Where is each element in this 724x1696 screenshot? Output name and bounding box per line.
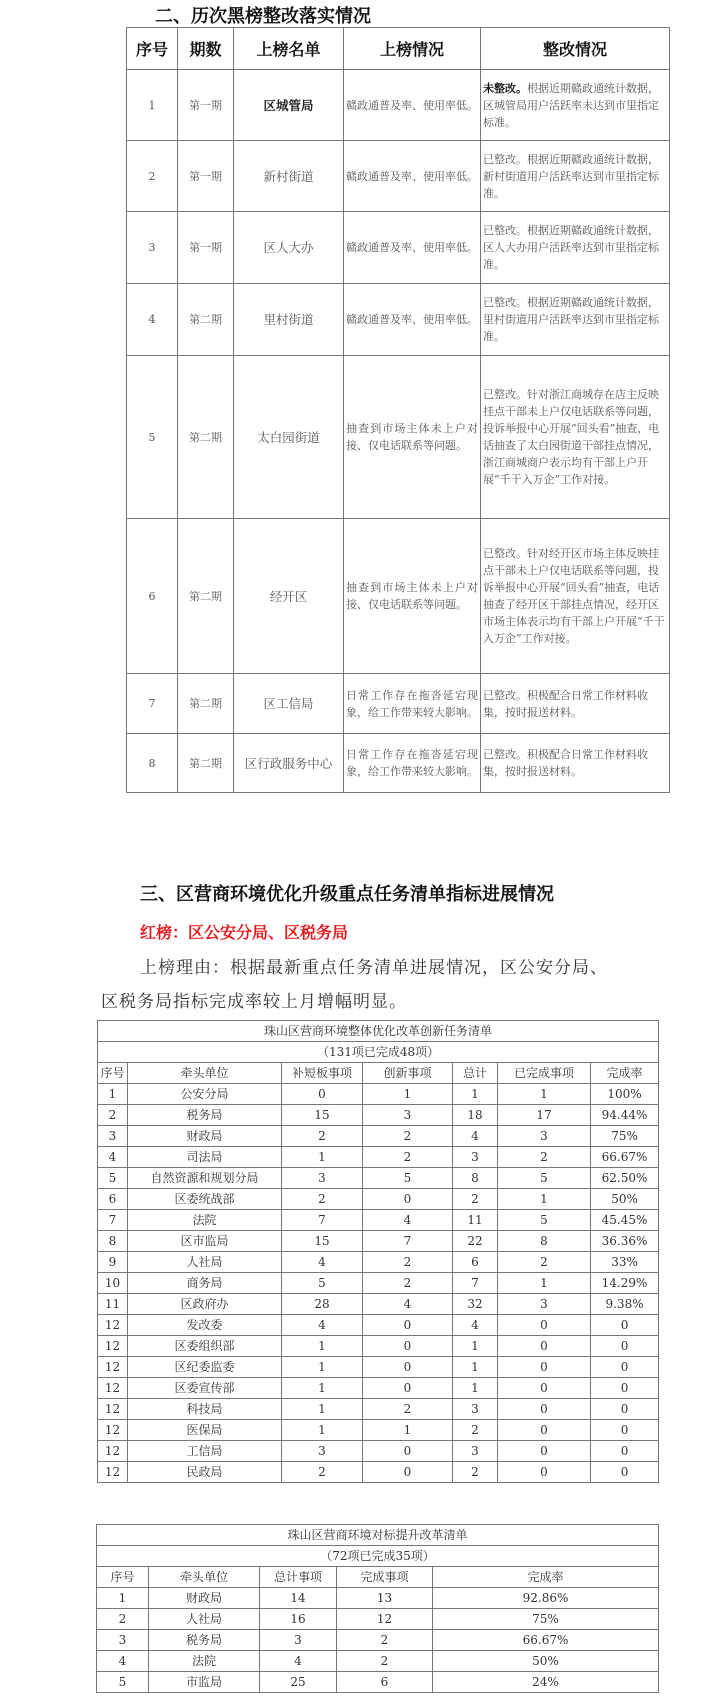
table-row — [98, 1210, 659, 1231]
table-cell: 4 — [282, 1252, 363, 1273]
table-cell: 2 — [282, 1126, 363, 1147]
row-rectification: 已整改。根据近期赣政通统计数据，新村街道用户活跃率达到市里指定标准。 — [481, 141, 670, 212]
table-cell: 6 — [98, 1189, 128, 1210]
row-no: 2 — [127, 141, 178, 212]
table-cell: 8 — [453, 1168, 498, 1189]
table-row — [127, 70, 670, 141]
table-cell: 8 — [98, 1231, 128, 1252]
table-title: 珠山区营商环境整体优化改革创新任务清单 — [98, 1021, 659, 1042]
table-cell: 0 — [591, 1378, 659, 1399]
table-title: 珠山区营商环境对标提升改革清单 — [97, 1525, 659, 1546]
header-cell: 已完成事项 — [498, 1063, 591, 1084]
table-cell: 3 — [498, 1126, 591, 1147]
blacklist-rectification-table — [126, 27, 670, 793]
rectification-detail: 根据近期赣政通统计数据，区城管局用户活跃率未达到市里指定标准。 — [483, 81, 659, 129]
table-cell: 7 — [453, 1273, 498, 1294]
table-cell: 税务局 — [149, 1630, 260, 1651]
table-cell: 4 — [282, 1315, 363, 1336]
table-cell: 12 — [98, 1441, 128, 1462]
row-period: 第一期 — [178, 212, 234, 284]
table-cell: 1 — [97, 1588, 149, 1609]
reason-line-2: 区税务局指标完成率较上月增幅明显。 — [101, 992, 407, 1012]
table-cell: 0 — [591, 1357, 659, 1378]
table-cell: 2 — [498, 1252, 591, 1273]
table-cell: 25 — [260, 1672, 337, 1693]
table-cell: 区政府办 — [128, 1294, 282, 1315]
reason-line-1: 上榜理由：根据最新重点任务清单进展情况，区公安分局、 — [140, 958, 608, 978]
table-cell: 6 — [453, 1252, 498, 1273]
table-cell: 24% — [433, 1672, 659, 1693]
table-cell: 2 — [363, 1126, 453, 1147]
table-cell: 区纪委监委 — [128, 1357, 282, 1378]
table-cell: 8 — [498, 1231, 591, 1252]
table-cell: 22 — [453, 1231, 498, 1252]
table-cell: 62.50% — [591, 1168, 659, 1189]
table-cell: 11 — [98, 1294, 128, 1315]
table-cell: 4 — [98, 1147, 128, 1168]
table-row — [97, 1630, 659, 1651]
header-cell: 完成事项 — [337, 1567, 433, 1588]
table-cell: 5 — [498, 1210, 591, 1231]
table-row — [98, 1378, 659, 1399]
table-row — [98, 1294, 659, 1315]
table-row — [127, 284, 670, 356]
table-cell: 0 — [591, 1462, 659, 1483]
table-cell: 2 — [363, 1252, 453, 1273]
table-cell: 司法局 — [128, 1147, 282, 1168]
table-cell: 自然资源和规划分局 — [128, 1168, 282, 1189]
table-cell: 33% — [591, 1252, 659, 1273]
table-row — [98, 1336, 659, 1357]
table-row — [127, 519, 670, 674]
table-cell: 0 — [498, 1399, 591, 1420]
table-row — [98, 1273, 659, 1294]
header-no: 序号 — [127, 28, 178, 70]
table-cell: 12 — [98, 1399, 128, 1420]
table-cell: 区委统战部 — [128, 1189, 282, 1210]
table-cell: 0 — [363, 1378, 453, 1399]
table-cell: 5 — [363, 1168, 453, 1189]
row-situation: 日常工作存在拖沓延宕现象，给工作带来较大影响。 — [344, 734, 481, 793]
table-cell: 1 — [363, 1084, 453, 1105]
table-cell: 2 — [363, 1147, 453, 1168]
table-cell: 10 — [98, 1273, 128, 1294]
row-name: 太白园街道 — [234, 356, 344, 519]
table-cell: 4 — [453, 1126, 498, 1147]
table-cell: 14 — [260, 1588, 337, 1609]
table-cell: 2 — [453, 1462, 498, 1483]
innovation-task-table — [97, 1020, 659, 1483]
row-rectification: 已整改。针对浙江商城存在店主反映挂点干部未上户仅电话联系等问题，投诉举报中心开展“回头看”抽查，电话抽查了太白园街道干部挂点情况，浙江商城商户表示均有干部上户开展“千干入万企”工作对接。 — [481, 356, 670, 519]
header-cell: 牵头单位 — [128, 1063, 282, 1084]
table-cell: 医保局 — [128, 1420, 282, 1441]
row-name: 区城管局 — [234, 70, 344, 141]
header-cell: 创新事项 — [363, 1063, 453, 1084]
table-cell: 财政局 — [149, 1588, 260, 1609]
table-cell: 12 — [98, 1357, 128, 1378]
table-cell: 4 — [453, 1315, 498, 1336]
table-cell: 15 — [282, 1105, 363, 1126]
table-cell: 发改委 — [128, 1315, 282, 1336]
table-cell: 1 — [282, 1147, 363, 1168]
table-cell: 1 — [282, 1420, 363, 1441]
table-row — [98, 1189, 659, 1210]
table-cell: 2 — [337, 1651, 433, 1672]
table-cell: 18 — [453, 1105, 498, 1126]
row-period: 第二期 — [178, 356, 234, 519]
table-row — [97, 1588, 659, 1609]
table-cell: 12 — [98, 1378, 128, 1399]
table-row — [98, 1315, 659, 1336]
header-cell: 总计 — [453, 1063, 498, 1084]
table-cell: 0 — [591, 1315, 659, 1336]
table-cell: 5 — [98, 1168, 128, 1189]
row-rectification: 已整改。根据近期赣政通统计数据，里村街道用户活跃率达到市里指定标准。 — [481, 284, 670, 356]
table-cell: 7 — [98, 1210, 128, 1231]
row-name: 经开区 — [234, 519, 344, 674]
table-cell: 0 — [591, 1420, 659, 1441]
table-cell: 50% — [433, 1651, 659, 1672]
row-period: 第一期 — [178, 141, 234, 212]
table-cell: 28 — [282, 1294, 363, 1315]
table-cell: 14.29% — [591, 1273, 659, 1294]
header-cell: 序号 — [97, 1567, 149, 1588]
row-situation: 赣政通普及率、使用率低。 — [344, 141, 481, 212]
table-cell: 1 — [453, 1084, 498, 1105]
table-cell: 12 — [98, 1462, 128, 1483]
table-cell: 2 — [453, 1420, 498, 1441]
table-cell: 2 — [498, 1147, 591, 1168]
table-cell: 1 — [453, 1378, 498, 1399]
table-cell: 2 — [363, 1399, 453, 1420]
row-situation: 日常工作存在拖沓延宕现象，给工作带来较大影响。 — [344, 674, 481, 734]
table-cell: 人社局 — [128, 1252, 282, 1273]
rectification-status: 未整改。 — [483, 81, 527, 95]
row-situation: 赣政通普及率、使用率低。 — [344, 212, 481, 284]
table-row — [98, 1084, 659, 1105]
table-row — [98, 1147, 659, 1168]
table-cell: 4 — [363, 1294, 453, 1315]
table-row — [127, 141, 670, 212]
table-cell: 3 — [453, 1147, 498, 1168]
table-cell: 2 — [453, 1189, 498, 1210]
row-name: 区工信局 — [234, 674, 344, 734]
row-no: 5 — [127, 356, 178, 519]
table-cell: 财政局 — [128, 1126, 282, 1147]
table-cell: 区委宣传部 — [128, 1378, 282, 1399]
table-row — [98, 1441, 659, 1462]
table-cell: 0 — [363, 1357, 453, 1378]
row-no: 4 — [127, 284, 178, 356]
table-row — [127, 674, 670, 734]
table-header-row — [98, 1063, 659, 1084]
table-row — [127, 212, 670, 284]
table-cell: 1 — [282, 1357, 363, 1378]
table-cell: 1 — [498, 1273, 591, 1294]
table-cell: 市监局 — [149, 1672, 260, 1693]
table-cell: 50% — [591, 1189, 659, 1210]
table-cell: 人社局 — [149, 1609, 260, 1630]
row-name: 新村街道 — [234, 141, 344, 212]
table-row — [97, 1651, 659, 1672]
table-cell: 公安分局 — [128, 1084, 282, 1105]
table-cell: 0 — [363, 1462, 453, 1483]
table-cell: 12 — [98, 1315, 128, 1336]
table-row — [98, 1462, 659, 1483]
table-cell: 0 — [498, 1420, 591, 1441]
table-cell: 32 — [453, 1294, 498, 1315]
row-period: 第二期 — [178, 284, 234, 356]
table-cell: 2 — [337, 1630, 433, 1651]
header-cell: 牵头单位 — [149, 1567, 260, 1588]
table-cell: 100% — [591, 1084, 659, 1105]
table-cell: 2 — [282, 1189, 363, 1210]
table-cell: 法院 — [149, 1651, 260, 1672]
row-name: 里村街道 — [234, 284, 344, 356]
table-cell: 2 — [98, 1105, 128, 1126]
table-cell: 13 — [337, 1588, 433, 1609]
row-situation: 赣政通普及率、使用率低。 — [344, 70, 481, 141]
table-header-row — [97, 1567, 659, 1588]
row-situation: 抽查到市场主体未上户对接、仅电话联系等问题。 — [344, 519, 481, 674]
row-name: 区行政服务中心 — [234, 734, 344, 793]
table-cell: 3 — [453, 1399, 498, 1420]
row-rectification — [481, 70, 670, 141]
table-row — [98, 1357, 659, 1378]
table-cell: 4 — [260, 1651, 337, 1672]
header-cell: 总计事项 — [260, 1567, 337, 1588]
row-period: 第二期 — [178, 734, 234, 793]
table-cell: 3 — [498, 1294, 591, 1315]
table-row — [97, 1672, 659, 1693]
table-cell: 5 — [97, 1672, 149, 1693]
table-cell: 6 — [337, 1672, 433, 1693]
table-cell: 区委组织部 — [128, 1336, 282, 1357]
table-cell: 0 — [363, 1441, 453, 1462]
table-cell: 0 — [591, 1336, 659, 1357]
table-cell: 1 — [498, 1084, 591, 1105]
table-row — [98, 1105, 659, 1126]
table-cell: 12 — [98, 1420, 128, 1441]
row-no: 3 — [127, 212, 178, 284]
row-period: 第二期 — [178, 674, 234, 734]
table-cell: 75% — [591, 1126, 659, 1147]
section3-title: 三、区营商环境优化升级重点任务清单指标进展情况 — [140, 884, 554, 905]
table-subtitle: （131项已完成48项） — [98, 1042, 659, 1063]
row-name: 区人大办 — [234, 212, 344, 284]
table-cell: 区市监局 — [128, 1231, 282, 1252]
row-situation: 抽查到市场主体未上户对接、仅电话联系等问题。 — [344, 356, 481, 519]
table-cell: 4 — [97, 1651, 149, 1672]
table-cell: 0 — [363, 1336, 453, 1357]
table-cell: 1 — [282, 1336, 363, 1357]
table-cell: 11 — [453, 1210, 498, 1231]
table-cell: 税务局 — [128, 1105, 282, 1126]
table-cell: 15 — [282, 1231, 363, 1252]
table-cell: 1 — [453, 1357, 498, 1378]
table-cell: 3 — [97, 1630, 149, 1651]
table-cell: 民政局 — [128, 1462, 282, 1483]
table-cell: 5 — [282, 1273, 363, 1294]
row-period: 第二期 — [178, 519, 234, 674]
table-cell: 1 — [98, 1084, 128, 1105]
table-cell: 0 — [498, 1378, 591, 1399]
table-cell: 66.67% — [591, 1147, 659, 1168]
table-cell: 0 — [498, 1357, 591, 1378]
table-cell: 2 — [363, 1273, 453, 1294]
row-situation: 赣政通普及率、使用率低。 — [344, 284, 481, 356]
table-row — [98, 1168, 659, 1189]
table-cell: 2 — [97, 1609, 149, 1630]
table-cell: 3 — [453, 1441, 498, 1462]
table-row — [98, 1399, 659, 1420]
table-row — [98, 1126, 659, 1147]
table-cell: 0 — [591, 1441, 659, 1462]
row-rectification: 已整改。针对经开区市场主体反映挂点干部未上户仅电话联系等问题，投诉举报中心开展“回头看”抽查，电话抽查了经开区干部挂点情况，经开区市场主体表示均有干部上户开展“千干入万企”工作对接。 — [481, 519, 670, 674]
table-cell: 3 — [363, 1105, 453, 1126]
table-cell: 1 — [498, 1189, 591, 1210]
table-cell: 1 — [282, 1399, 363, 1420]
table-cell: 3 — [260, 1630, 337, 1651]
table-cell: 75% — [433, 1609, 659, 1630]
table-row — [98, 1231, 659, 1252]
table-row — [98, 1252, 659, 1273]
table-cell: 36.36% — [591, 1231, 659, 1252]
table-cell: 3 — [98, 1126, 128, 1147]
header-cell: 序号 — [98, 1063, 128, 1084]
benchmark-reform-table — [96, 1524, 659, 1693]
table-cell: 0 — [591, 1399, 659, 1420]
row-no: 7 — [127, 674, 178, 734]
table-cell: 商务局 — [128, 1273, 282, 1294]
table-cell: 0 — [363, 1189, 453, 1210]
table-cell: 0 — [498, 1336, 591, 1357]
header-period: 期数 — [178, 28, 234, 70]
table-cell: 9 — [98, 1252, 128, 1273]
table-cell: 3 — [282, 1168, 363, 1189]
row-rectification: 已整改。积极配合日常工作材料收集，按时报送材料。 — [481, 674, 670, 734]
table-cell: 1 — [282, 1378, 363, 1399]
table-cell: 工信局 — [128, 1441, 282, 1462]
row-no: 1 — [127, 70, 178, 141]
table-cell: 0 — [498, 1462, 591, 1483]
header-situation: 上榜情况 — [344, 28, 481, 70]
table-cell: 17 — [498, 1105, 591, 1126]
header-cell: 补短板事项 — [282, 1063, 363, 1084]
table-subtitle: （72项已完成35项） — [97, 1546, 659, 1567]
table-cell: 94.44% — [591, 1105, 659, 1126]
table-cell: 7 — [363, 1231, 453, 1252]
table-cell: 45.45% — [591, 1210, 659, 1231]
table-row — [97, 1609, 659, 1630]
table-cell: 法院 — [128, 1210, 282, 1231]
table-cell: 2 — [282, 1462, 363, 1483]
table-cell: 12 — [98, 1336, 128, 1357]
table-cell: 0 — [498, 1315, 591, 1336]
row-no: 8 — [127, 734, 178, 793]
header-cell: 完成率 — [591, 1063, 659, 1084]
table-cell: 16 — [260, 1609, 337, 1630]
table-cell: 科技局 — [128, 1399, 282, 1420]
table-cell: 1 — [363, 1420, 453, 1441]
table-cell: 66.67% — [433, 1630, 659, 1651]
table-cell: 0 — [282, 1084, 363, 1105]
table-row — [127, 356, 670, 519]
table-cell: 5 — [498, 1168, 591, 1189]
section2-title: 二、历次黑榜整改落实情况 — [155, 6, 371, 27]
table-cell: 92.86% — [433, 1588, 659, 1609]
table-row — [127, 734, 670, 793]
table-cell: 1 — [453, 1336, 498, 1357]
header-rectification: 整改情况 — [481, 28, 670, 70]
table-row — [98, 1420, 659, 1441]
row-rectification: 已整改。根据近期赣政通统计数据，区人大办用户活跃率达到市里指定标准。 — [481, 212, 670, 284]
row-rectification: 已整改。积极配合日常工作材料收集，按时报送材料。 — [481, 734, 670, 793]
row-period: 第一期 — [178, 70, 234, 141]
table-cell: 0 — [498, 1441, 591, 1462]
table-cell: 7 — [282, 1210, 363, 1231]
table-cell: 12 — [337, 1609, 433, 1630]
table-header-row — [127, 28, 670, 70]
table-cell: 9.38% — [591, 1294, 659, 1315]
red-list-label: 红榜：区公安分局、区税务局 — [140, 923, 349, 942]
table-cell: 3 — [282, 1441, 363, 1462]
header-name: 上榜名单 — [234, 28, 344, 70]
header-cell: 完成率 — [433, 1567, 659, 1588]
table-cell: 4 — [363, 1210, 453, 1231]
row-no: 6 — [127, 519, 178, 674]
table-cell: 0 — [363, 1315, 453, 1336]
